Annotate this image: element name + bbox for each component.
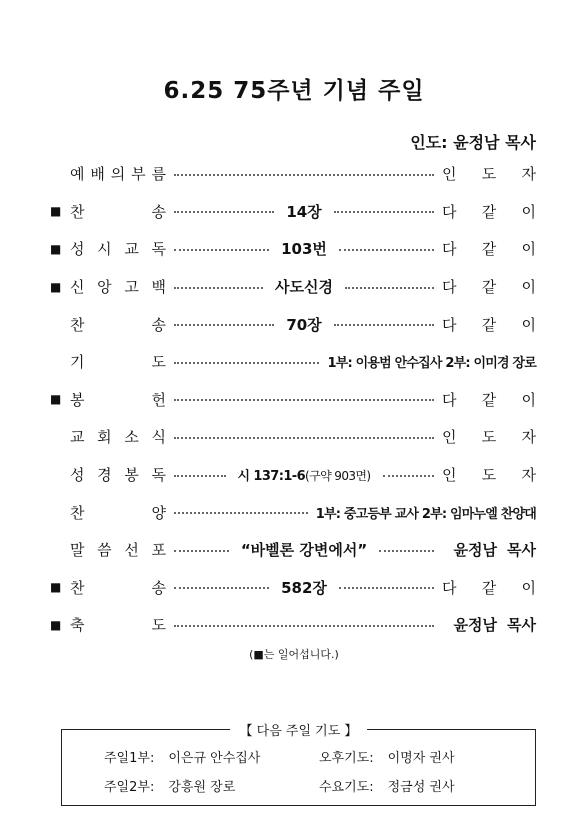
prayer-person: 정금성 권사 [387,780,455,795]
detail-main: 70장 [286,315,322,334]
performer-part: 이 [521,315,536,334]
label-char: 신 [70,278,85,297]
order-item-detail [277,238,331,259]
label-char: 도 [151,616,166,635]
prayer-grid [104,747,525,795]
label-char: 헌 [151,390,166,409]
prayer-slot: 수요기도: [319,780,374,795]
order-row [50,456,536,494]
order-item-label [70,389,166,410]
performer-part: 다 [442,578,457,597]
leader-dots [345,287,434,289]
stand-marker-icon: ■ [50,617,62,632]
label-char: 식 [151,428,166,447]
order-item-detail [237,539,371,560]
leader-dots [174,249,269,251]
label-char: 송 [151,202,166,221]
performer-part: 이 [521,578,536,597]
label-char: 예 [70,165,85,184]
label-char: 송 [151,315,166,334]
detail-main: 582장 [281,578,327,597]
page-title: 6.25 75주년 기념 주일 [163,78,425,104]
leader-dots [339,249,434,251]
leader-dots [339,587,434,589]
order-item-label [70,314,166,335]
order-row [50,343,536,381]
order-row [50,305,536,343]
order-item-performer [442,614,536,635]
performer-part: 같 [481,578,497,597]
label-char: 양 [151,503,166,522]
label-char: 찬 [70,202,85,221]
label-char: 시 [97,240,112,259]
performer-part: 이 [521,240,536,259]
leader-dots [174,475,226,477]
performer-part: 다 [442,240,457,259]
order-item-performer [442,539,536,560]
order-row [50,193,536,231]
order-item-label [70,163,166,184]
order-item-performer [442,201,536,222]
leader-dots [174,625,434,627]
order-row [50,230,536,268]
leader-dots [174,211,274,213]
order-row [50,381,536,419]
order-item-detail [282,201,325,222]
performer-part: 도 [481,466,497,485]
worship-order-list [50,155,536,644]
order-item-label [70,614,166,635]
detail-main: 사도신경 [275,278,333,297]
prayer-person: 이은규 안수집사 [168,751,261,766]
prayer-item [319,747,519,766]
label-char: 찬 [70,503,85,522]
stand-marker-icon: ■ [50,580,62,595]
order-row [50,606,536,644]
prayer-item [104,776,319,795]
performer-part: 같 [481,202,497,221]
leader-dots [174,437,434,439]
performer-part: 다 [442,202,457,221]
performer-part: 자 [521,165,536,184]
performer-part: 목사 [507,616,536,635]
label-char: 찬 [70,578,85,597]
leader-dots [174,174,434,176]
leader-dots [174,512,308,514]
label-char: 봉 [124,466,139,485]
label-char: 회 [97,428,112,447]
prayer-person: 이명자 권사 [387,751,455,766]
order-row [50,418,536,456]
label-char: 고 [124,278,139,297]
order-item-label [70,464,166,485]
performer-part: 같 [481,315,497,334]
leader-dots [334,211,434,213]
label-char: 소 [124,428,139,447]
detail-main: 시 137:1-6 [237,469,306,485]
performer-part: 이 [521,202,536,221]
leader-dots [174,362,319,364]
prayer-slot: 주일1부: [104,751,155,766]
performer-part: 이 [521,278,536,297]
order-item-performer [442,314,536,335]
order-item-performer [442,464,536,485]
order-item-label [70,351,166,372]
order-item-label [70,426,166,447]
label-char: 말 [70,541,85,560]
label-char: 교 [70,428,85,447]
leader-dots [379,550,434,552]
order-row [50,268,536,306]
label-char: 씀 [97,541,112,560]
detail-paren: (구약 903면) [305,469,371,484]
standing-note: (■는 일어섭니다.) [249,648,339,661]
performer-part: 인 [442,428,457,447]
order-item-label [70,238,166,259]
label-char: 성 [70,466,85,485]
stand-marker-icon: ■ [50,279,62,294]
label-char: 봉 [70,390,85,409]
label-char: 포 [151,541,166,560]
leader-dots [174,324,274,326]
stand-marker-icon: ■ [50,241,62,256]
order-row [50,531,536,569]
label-char: 름 [151,165,166,184]
order-item-label [70,276,166,297]
order-item-performer: 1부: 이용범 안수집사 2부: 이미경 장로 [327,356,536,372]
performer-part: 다 [442,315,457,334]
order-item-performer [442,389,536,410]
leader-dots [174,399,434,401]
detail-main: 14장 [286,202,322,221]
detail-main: “바벨론 강변에서” [240,541,368,560]
performer-part: 인 [442,165,457,184]
order-item-performer [442,276,536,297]
label-char: 기 [70,353,85,372]
performer-part: 자 [521,428,536,447]
order-row [50,569,536,607]
performer-part: 같 [481,278,497,297]
order-item-label [70,539,166,560]
label-char: 의 [110,165,126,184]
order-row [50,155,536,193]
order-item-performer [442,163,536,184]
leader-dots [174,587,269,589]
leader-dots [334,324,434,326]
performer-part: 같 [481,240,497,259]
performer-part: 도 [481,165,497,184]
performer-part: 자 [521,466,537,485]
order-item-performer [442,577,536,598]
stand-marker-icon: ■ [50,392,62,407]
performer-part: 윤정남 [453,616,498,635]
label-char: 선 [124,541,139,560]
label-char: 독 [151,240,166,259]
order-item-performer: 1부: 중고등부 교사 2부: 임마누엘 찬양대 [315,506,536,522]
label-char: 송 [151,578,166,597]
order-item-detail [271,276,337,297]
label-char: 교 [124,240,139,259]
prayer-item [104,747,319,766]
leader-dots [174,550,229,552]
label-char: 도 [151,353,166,372]
performer-part: 인 [442,466,457,485]
prayer-person: 강흥원 장로 [168,780,236,795]
performer-part: 목사 [507,541,536,560]
label-char: 축 [70,616,85,635]
leader-dots [174,287,263,289]
order-item-label [70,201,166,222]
order-item-label [70,502,166,523]
performer-part: 도 [481,428,497,447]
order-item-detail [282,314,325,335]
label-char: 배 [90,165,105,184]
performer-part: 다 [442,278,457,297]
label-char: 경 [97,466,112,485]
performer-part: 같 [481,390,497,409]
worship-leader: 인도: 윤정남 목사 [410,133,536,152]
order-item-label [70,577,166,598]
performer-part: 이 [521,390,536,409]
order-item-detail [234,465,375,484]
leader-dots [383,475,435,477]
prayer-item [319,776,519,795]
label-char: 성 [70,240,85,259]
order-item-detail [277,577,331,598]
order-item-performer [442,426,536,447]
prayer-box-title: 【 다음 주일 기도 】 [230,720,368,739]
order-row [50,493,536,531]
label-char: 백 [151,278,166,297]
stand-marker-icon: ■ [50,204,62,219]
performer-part: 다 [442,390,457,409]
detail-main: 103번 [281,240,327,259]
next-week-prayer-box [61,724,536,806]
label-char: 부 [131,165,146,184]
order-item-performer [442,238,536,259]
label-char: 독 [151,466,166,485]
label-char: 찬 [70,315,85,334]
prayer-slot: 주일2부: [104,780,155,795]
label-char: 앙 [97,278,112,297]
prayer-slot: 오후기도: [319,751,374,766]
performer-part: 윤정남 [453,541,498,560]
